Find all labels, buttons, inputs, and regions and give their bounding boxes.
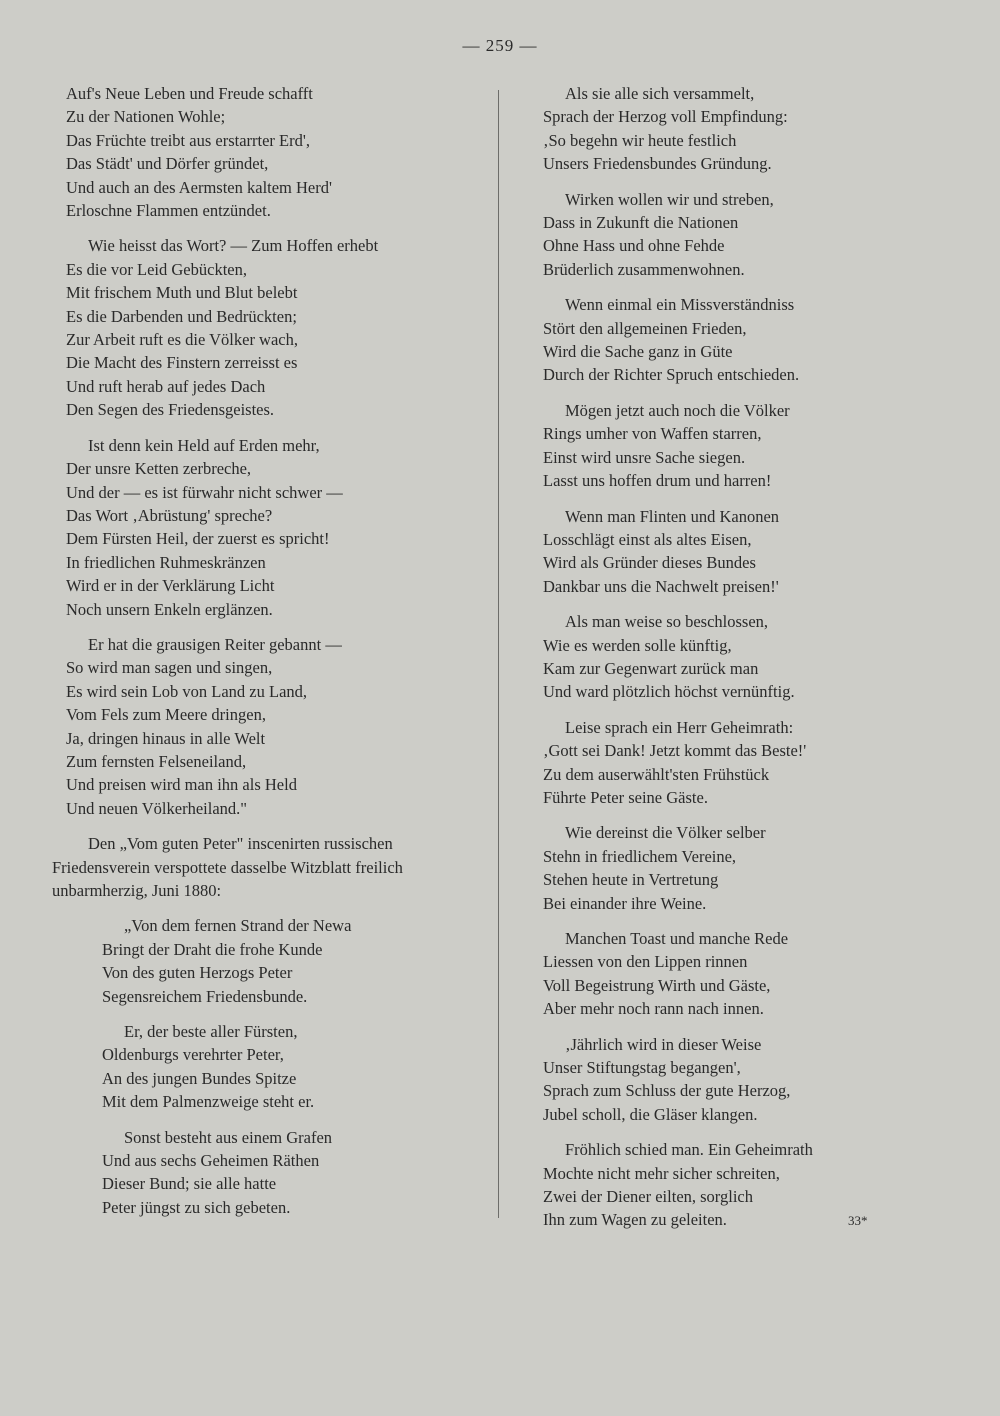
verse-line: Unsers Friedensbundes Gründung. — [543, 154, 772, 174]
verse-line: Es die Darbenden und Bedrückten; — [66, 306, 297, 326]
verse-line: Zum fernsten Felseneiland, — [66, 751, 247, 771]
verse-line: Es die vor Leid Gebückten, — [66, 259, 247, 279]
verse-line: Dass in Zukunft die Nationen — [543, 213, 739, 233]
verse-line: Sprach der Herzog voll Empfindung: — [543, 107, 788, 127]
verse-line: Rings umher von Waffen starren, — [543, 424, 762, 444]
verse-line: Noch unsern Enkeln erglänzen. — [66, 599, 273, 619]
verse-line: Brüderlich zusammenwohnen. — [543, 259, 745, 279]
verse-line: Mit frischem Muth und Blut belebt — [66, 283, 298, 303]
verse-line: Manchen Toast und manche Rede — [565, 929, 789, 948]
stanza — [66, 633, 496, 820]
verse-line: Losschlägt einst als altes Eisen, — [543, 529, 752, 549]
verse-line: So wird man sagen und singen, — [66, 658, 273, 678]
verse-line: Peter jüngst zu sich gebeten. — [102, 1197, 291, 1217]
verse-line: Ja, dringen hinaus in alle Welt — [66, 728, 266, 748]
stanza — [543, 399, 883, 493]
verse-line: Oldenburgs verehrter Peter, — [102, 1045, 284, 1065]
stanza — [66, 82, 496, 222]
verse-line: Leise sprach ein Herr Geheimrath: — [565, 717, 794, 737]
verse-line: Vom Fels zum Meere dringen, — [66, 705, 266, 725]
verse-line: Den Segen des Friedensgeistes. — [66, 400, 275, 420]
verse-line: Als sie alle sich versammelt, — [565, 84, 755, 103]
verse-line: Mit dem Palmenzweige steht er. — [102, 1092, 315, 1112]
verse-line: Er hat die grausigen Reiter gebannt — — [88, 634, 342, 654]
verse-line: Wird als Gründer dieses Bundes — [543, 553, 756, 573]
verse-line: Wirken wollen wir und streben, — [565, 189, 774, 209]
verse-line: Auf's Neue Leben und Freude schafft — [66, 84, 313, 103]
verse-line: Wenn man Flinten und Kanonen — [565, 506, 780, 526]
stanza — [543, 716, 883, 810]
verse-line: Mögen jetzt auch noch die Völker — [565, 400, 790, 420]
verse-line: Kam zur Gegenwart zurück man — [543, 658, 759, 678]
verse-line: ‚Jährlich wird in dieser Weise — [565, 1034, 762, 1054]
stanza — [66, 914, 496, 1008]
verse-line: Und preisen wird man ihn als Held — [66, 775, 297, 795]
verse-line: Das Wort ‚Abrüstung' spreche? — [66, 505, 273, 525]
stanza — [543, 610, 883, 704]
verse-line: Voll Begeistrung Wirth und Gäste, — [543, 975, 771, 995]
prose-line: unbarmherzig, Juni 1880: — [52, 881, 222, 900]
stanza — [543, 82, 883, 176]
verse-line: Wird die Sache ganz in Güte — [543, 342, 733, 362]
verse-line: Durch der Richter Spruch entschieden. — [543, 365, 800, 385]
verse-line: Das Städt' und Dörfer gründet, — [66, 154, 269, 174]
verse-line: Und neuen Völkerheiland." — [66, 798, 248, 818]
verse-line: Stehn in friedlichem Vereine, — [543, 846, 737, 866]
verse-line: Und aus sechs Geheimen Räthen — [102, 1151, 320, 1171]
verse-line: Ohne Hass und ohne Fehde — [543, 236, 725, 256]
verse-line: Zur Arbeit ruft es die Völker wach, — [66, 330, 298, 350]
verse-line: An des jungen Bundes Spitze — [102, 1068, 297, 1088]
verse-line: Von des guten Herzogs Peter — [102, 963, 293, 983]
verse-line: Zwei der Diener eilten, sorglich — [543, 1187, 753, 1207]
verse-line: Liessen von den Lippen rinnen — [543, 952, 748, 972]
verse-line: Als man weise so beschlossen, — [565, 612, 769, 632]
stanza — [543, 505, 883, 599]
verse-line: Sprach zum Schluss der gute Herzog, — [543, 1081, 791, 1101]
stanza — [543, 293, 883, 387]
verse-line: Zu dem auserwählt'sten Frühstück — [543, 764, 770, 784]
verse-line: Dieser Bund; sie alle hatte — [102, 1174, 277, 1194]
verse-line: ‚So begehn wir heute festlich — [543, 130, 737, 150]
stanza — [66, 434, 496, 621]
stanza — [66, 234, 496, 421]
verse-line: Und auch an des Aermsten kaltem Herd' — [66, 177, 332, 197]
verse-line: Und ruft herab auf jedes Dach — [66, 376, 266, 396]
prose-line: Friedensverein verspottete dasselbe Witzblatt freilich — [52, 857, 403, 877]
verse-line: Ihn zum Wagen zu geleiten. — [543, 1210, 727, 1230]
verse-line: Führte Peter seine Gäste. — [543, 787, 708, 807]
stanza — [543, 821, 883, 915]
stanza — [543, 1138, 883, 1232]
column-divider — [498, 90, 499, 1218]
stanza — [543, 927, 883, 1021]
verse-line: Einst wird unsre Sache siegen. — [543, 447, 746, 467]
verse-line: Dem Fürsten Heil, der zuerst es spricht! — [66, 529, 330, 549]
verse-line: Wie heisst das Wort? — Zum Hoffen erhebt — [88, 236, 379, 256]
verse-line: Fröhlich schied man. Ein Geheimrath — [565, 1140, 813, 1160]
stanza — [543, 1033, 883, 1127]
verse-line: Bringt der Draht die frohe Kunde — [102, 939, 323, 959]
verse-line: ‚Gott sei Dank! Jetzt kommt das Beste!' — [543, 741, 807, 761]
verse-line: Stört den allgemeinen Frieden, — [543, 318, 747, 338]
verse-line: Stehen heute in Vertretung — [543, 870, 719, 890]
verse-line: Sonst besteht aus einem Grafen — [124, 1127, 333, 1147]
verse-line: Unser Stiftungstag begangen', — [543, 1058, 741, 1078]
verse-line: Er, der beste aller Fürsten, — [124, 1022, 298, 1042]
verse-line: Wird er in der Verklärung Licht — [66, 576, 275, 596]
verse-line: Die Macht des Finstern zerreisst es — [66, 353, 298, 373]
verse-line: Ist denn kein Held auf Erden mehr, — [88, 435, 320, 455]
verse-line: Wie es werden solle künftig, — [543, 635, 732, 655]
verse-line: Wie dereinst die Völker selber — [565, 823, 766, 843]
page-number: — 259 — — [462, 36, 538, 55]
verse-line: „Von dem fernen Strand der Newa — [124, 916, 352, 936]
stanza — [66, 1020, 496, 1114]
verse-line: Das Früchte treibt aus erstarrter Erd', — [66, 130, 310, 150]
signature-mark: 33* — [848, 1213, 868, 1228]
verse-line: Der unsre Ketten zerbreche, — [66, 459, 252, 479]
right-column — [543, 82, 883, 1244]
verse-line: Segensreichem Friedensbunde. — [102, 986, 308, 1006]
verse-line: Jubel scholl, die Gläser klangen. — [543, 1104, 758, 1124]
prose-paragraph — [52, 832, 496, 902]
stanza — [543, 188, 883, 282]
verse-line: In friedlichen Ruhmeskränzen — [66, 552, 266, 572]
verse-line: Aber mehr noch rann nach innen. — [543, 999, 764, 1019]
verse-line: Dankbar uns die Nachwelt preisen!' — [543, 576, 779, 596]
left-column — [52, 82, 496, 1231]
verse-line: Es wird sein Lob von Land zu Land, — [66, 681, 308, 701]
verse-line: Bei einander ihre Weine. — [543, 893, 707, 913]
verse-line: Und ward plötzlich höchst vernünftig. — [543, 682, 795, 702]
verse-line: Mochte nicht mehr sicher schreiten, — [543, 1163, 780, 1183]
stanza — [66, 1126, 496, 1220]
verse-line: Zu der Nationen Wohle; — [66, 107, 226, 127]
verse-line: Lasst uns hoffen drum und harren! — [543, 471, 772, 491]
verse-line: Erloschne Flammen entzündet. — [66, 201, 271, 221]
prose-line: Den „Vom guten Peter" inscenirten russischen — [88, 834, 393, 854]
verse-line: Und der — es ist fürwahr nicht schwer — — [66, 482, 343, 502]
verse-line: Wenn einmal ein Missverständniss — [565, 295, 795, 315]
